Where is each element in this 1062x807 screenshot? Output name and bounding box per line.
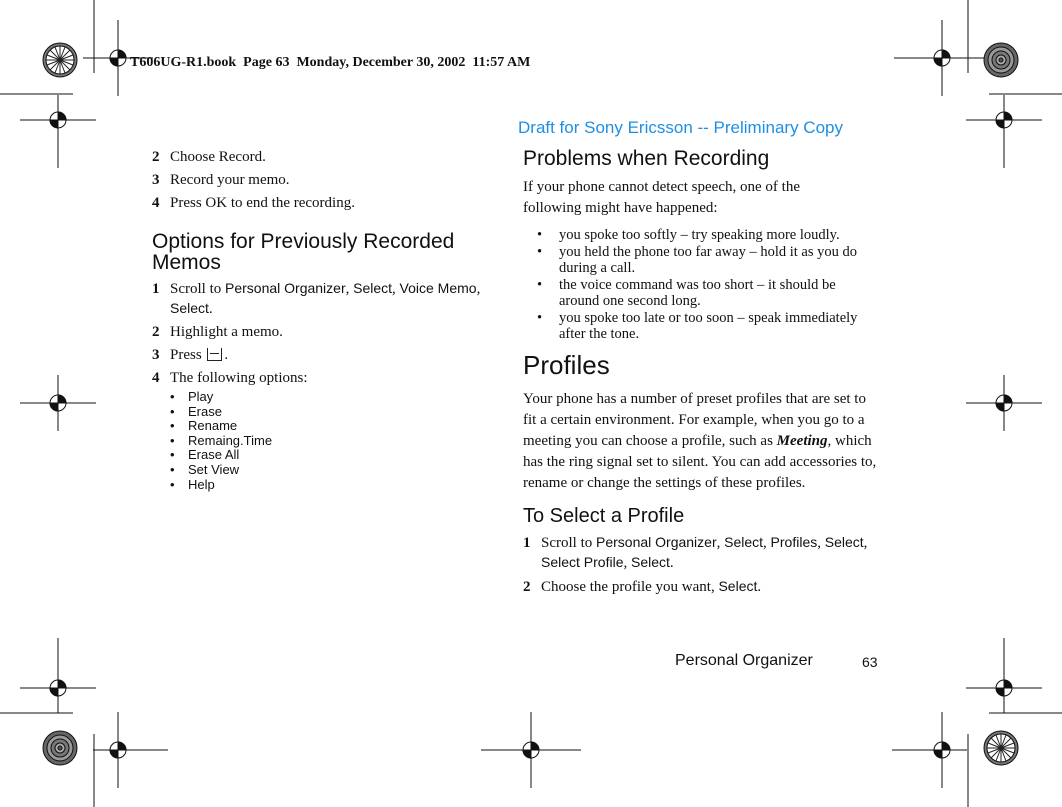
right-column <box>523 148 883 601</box>
list-item: • you spoke too softly – try speaking more loudly. <box>523 227 873 243</box>
menu-select: Select <box>353 280 393 296</box>
options-step-1: 1 Scroll to Personal Organizer, Select, Voice Memo, Select. <box>152 280 481 317</box>
menu-select: Select <box>824 534 864 550</box>
select-step-2: 2 Choose the profile you want, Select. <box>523 578 762 595</box>
menu-profiles: Profiles <box>770 534 818 550</box>
list-item: • you spoke too late or too soon – speak immediately after the tone. <box>523 310 873 342</box>
step-2-choose-record: 2 Choose Record. <box>152 149 266 165</box>
page-number: 63 <box>862 654 878 670</box>
draft-notice: Draft for Sony Ericsson -- Preliminary Copy <box>518 118 843 137</box>
meeting-profile-name: Meeting <box>776 433 828 449</box>
list-item: • Remaing.Time <box>170 434 497 449</box>
problems-intro: If your phone cannot detect speech, one of the following might have happened: <box>523 179 800 216</box>
list-item: • Help <box>170 478 497 493</box>
step-3-record-memo: 3 Record your memo. <box>152 172 290 188</box>
menu-select: Select <box>170 300 209 316</box>
list-item: • the voice command was too short – it should be around one second long. <box>523 277 873 309</box>
menu-select: Select <box>630 554 670 570</box>
print-header: T606UG-R1.book Page 63 Monday, December 30, 2002 11:57 AM <box>130 55 531 70</box>
left-column <box>152 148 497 492</box>
menu-personal-organizer: Personal Organizer <box>225 280 346 296</box>
list-item: • Erase All <box>170 448 497 463</box>
options-step-4: 4 The following options: <box>152 370 308 386</box>
menu-select: Select <box>724 534 764 550</box>
menu-key-icon <box>207 348 222 361</box>
menu-voice-memo: Voice Memo <box>399 280 477 296</box>
options-list <box>152 390 497 492</box>
menu-select-profile: Select Profile <box>541 554 624 570</box>
options-step-2: 2 Highlight a memo. <box>152 324 283 340</box>
options-step-3: 3 Press . <box>152 347 229 363</box>
profiles-heading: Profiles <box>523 350 610 380</box>
list-item: • Rename <box>170 419 497 434</box>
list-item: • Play <box>170 390 497 405</box>
footer-section-title: Personal Organizer <box>675 652 813 669</box>
list-item: • Erase <box>170 405 497 420</box>
profiles-paragraph: Your phone has a number of preset profiles that are set to fit a certain environment. For example, when you go to a meeting you can choose a profile, such as Meeting, which has the ring signal set to silent. You can add accessories to, rename or change the settings of these profiles. <box>523 391 877 491</box>
list-item: • you held the phone too far away – hold it as you do during a call. <box>523 244 873 276</box>
menu-select: Select <box>718 578 758 594</box>
causes-list <box>523 227 873 342</box>
select-profile-heading: To Select a Profile <box>523 505 685 527</box>
step-4-press-ok: 4 Press OK to end the recording. <box>152 195 355 211</box>
list-item: • Set View <box>170 463 497 478</box>
select-step-1: 1 Scroll to Personal Organizer, Select, Profiles, Select, Select Profile, Select. <box>523 534 868 571</box>
problems-heading: Problems when Recording <box>523 147 770 170</box>
options-heading: Options for Previously Recorded Memos <box>152 230 455 274</box>
menu-personal-organizer: Personal Organizer <box>596 534 717 550</box>
